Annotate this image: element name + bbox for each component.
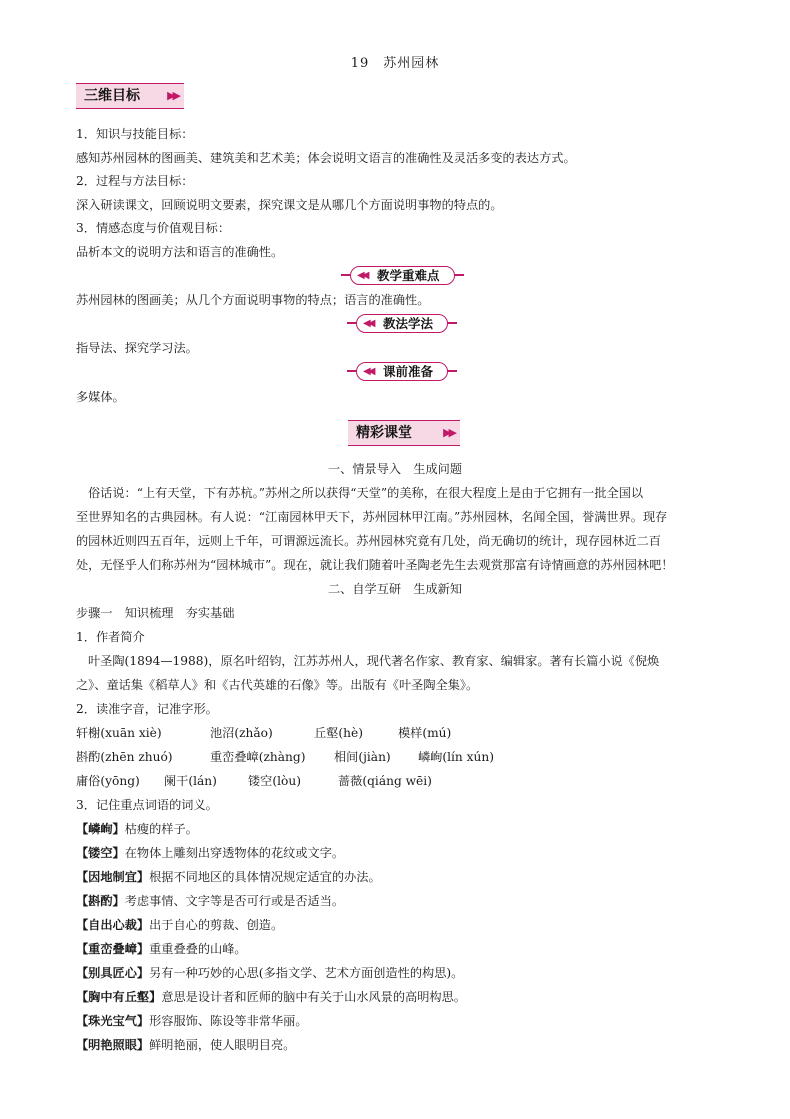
double-arrow-icon: ▶▶ [443,426,454,439]
vocab-item [76,869,716,885]
intro-line-1: 俗话说：“上有天堂，下有苏杭。”苏州之所以获得“天堂”的美称，在很大程度上是由于它拥有一批全国以 [88,486,644,500]
vocab-term: 【别具匠心】 [76,966,150,980]
method-text: 指导法、探究学习法。 [76,341,198,355]
intro-line-3: 的园林近则四五百年，远则上千年，可谓源远流长。苏州园林究竟有几处，尚无确切的统计，现存园林近二百 [76,534,661,548]
author-line-1: 叶圣陶(1894—1988)，原名叶绍钧，江苏苏州人，现代著名作家、教育家、编辑家。著有长篇小说《倪焕 [88,654,660,668]
pinyin-word: 镂空(lòu) [248,774,301,788]
vocab-item [76,893,716,909]
vocab-term: 【斟酌】 [76,894,125,908]
intro-line-2: 至世界知名的古典园林。有人说：“江南园林甲天下，苏州园林甲江南。”苏州园林，名闻全国，誉满世界。现存 [76,510,668,524]
goals-heading [76,83,184,109]
intro-line-4: 处，无怪乎人们称苏州为“园林城市”。现在，就让我们随着叶圣陶老先生去观赏那富有诗情画意的苏州园林吧！ [76,558,674,572]
vocab-definition: 另有一种巧妙的心思(多指文学、艺术方面创造性的构思)。 [149,966,464,980]
pinyin-word: 阑干(lán) [164,774,217,788]
pinyin-word: 嶙峋(lín xún) [418,750,494,764]
pinyin-word: 丘壑(hè) [314,726,363,740]
pinyin-word: 模样(mú) [398,726,452,740]
prep-heading [356,362,448,381]
goal-emotion-text: 品析本文的说明方法和语言的准确性。 [76,245,284,259]
difficulty-text: 苏州园林的图画美；从几个方面说明事物的特点；语言的准确性。 [76,293,430,307]
vocab-title: 3．记住重点词语的词义。 [76,798,218,812]
author-title: 1．作者简介 [76,630,145,644]
goal-knowledge-title: 1．知识与技能目标： [76,127,194,141]
vocab-term: 【嶙峋】 [76,822,125,836]
vocab-definition: 考虑事情、文字等是否可行或是否适当。 [124,894,345,908]
vocab-item [76,1013,716,1029]
vocab-term: 【珠光宝气】 [76,1014,150,1028]
double-left-arrow-icon: ◀◀ [363,318,373,329]
vocab-definition: 出于自心的剪裁、创造。 [149,918,284,932]
class-heading [348,420,460,446]
step1-title: 步骤一 知识梳理 夯实基础 [76,606,235,620]
pinyin-word: 轩榭(xuān xiè) [76,726,162,740]
goal-process-title: 2．过程与方法目标： [76,174,194,188]
vocab-definition: 枯瘦的样子。 [124,822,198,836]
pinyin-word: 斟酌(zhēn zhuó) [76,750,173,764]
goals-heading-label: 三维目标 [84,88,140,104]
vocab-term: 【因地制宜】 [76,870,150,884]
goal-emotion-title: 3．情感态度与价值观目标： [76,221,231,235]
vocab-item [76,1037,716,1053]
vocab-item [76,821,716,837]
goal-knowledge-text: 感知苏州园林的图画美、建筑美和艺术美；体会说明文语言的准确性及灵活多变的表达方式。 [76,151,576,165]
pinyin-word: 池沼(zhǎo) [210,726,273,740]
vocab-item [76,845,716,861]
vocab-term: 【自出心裁】 [76,918,150,932]
vocab-item [76,989,716,1005]
author-line-2: 之》、童话集《稻草人》和《古代英雄的石像》等。出版有《叶圣陶全集》。 [76,678,479,692]
pinyin-row [76,773,432,789]
vocab-term: 【镂空】 [76,846,125,860]
prep-text: 多媒体。 [76,390,125,404]
double-left-arrow-icon: ◀◀ [357,270,367,281]
double-arrow-icon: ▶▶ [167,89,178,102]
vocab-item [76,917,716,933]
vocab-item [76,941,716,957]
vocab-definition: 鲜明艳丽，使人眼明目亮。 [149,1038,296,1052]
read-title: 2．读准字音，记准字形。 [76,702,218,716]
prep-heading-label: 课前准备 [383,364,434,379]
pinyin-word: 蔷薇(qiáng wēi) [338,774,432,788]
method-heading [356,314,448,333]
vocab-definition: 形容服饰、陈设等非常华丽。 [149,1014,308,1028]
method-heading-label: 教法学法 [383,316,434,331]
difficulty-heading [350,266,455,285]
pinyin-row [76,749,494,765]
vocab-definition: 重重叠叠的山峰。 [149,942,247,956]
part2-title: 二、自学互研 生成新知 [327,582,463,596]
vocab-term: 【胸中有丘壑】 [76,990,162,1004]
vocab-item [76,965,716,981]
pinyin-row [76,725,451,741]
goal-process-text: 深入研读课文，回顾说明文要素，探究课文是从哪几个方面说明事物的特点的。 [76,198,503,212]
vocab-definition: 意思是设计者和匠师的脑中有关于山水风景的高明构思。 [161,990,466,1004]
pinyin-word: 相间(jiàn) [334,750,391,764]
class-heading-label: 精彩课堂 [356,425,412,441]
vocab-term: 【明艳照眼】 [76,1038,150,1052]
double-left-arrow-icon: ◀◀ [363,366,373,377]
page-title: 19 苏州园林 [350,56,440,71]
difficulty-heading-label: 教学重难点 [377,268,440,283]
vocab-definition: 根据不同地区的具体情况规定适宜的办法。 [149,870,381,884]
pinyin-word: 庸俗(yōng) [76,774,140,788]
part1-title: 一、情景导入 生成问题 [327,462,463,476]
vocab-definition: 在物体上雕刻出穿透物体的花纹或文字。 [124,846,345,860]
pinyin-word: 重峦叠嶂(zhàng) [210,750,306,764]
vocab-term: 【重峦叠嶂】 [76,942,150,956]
